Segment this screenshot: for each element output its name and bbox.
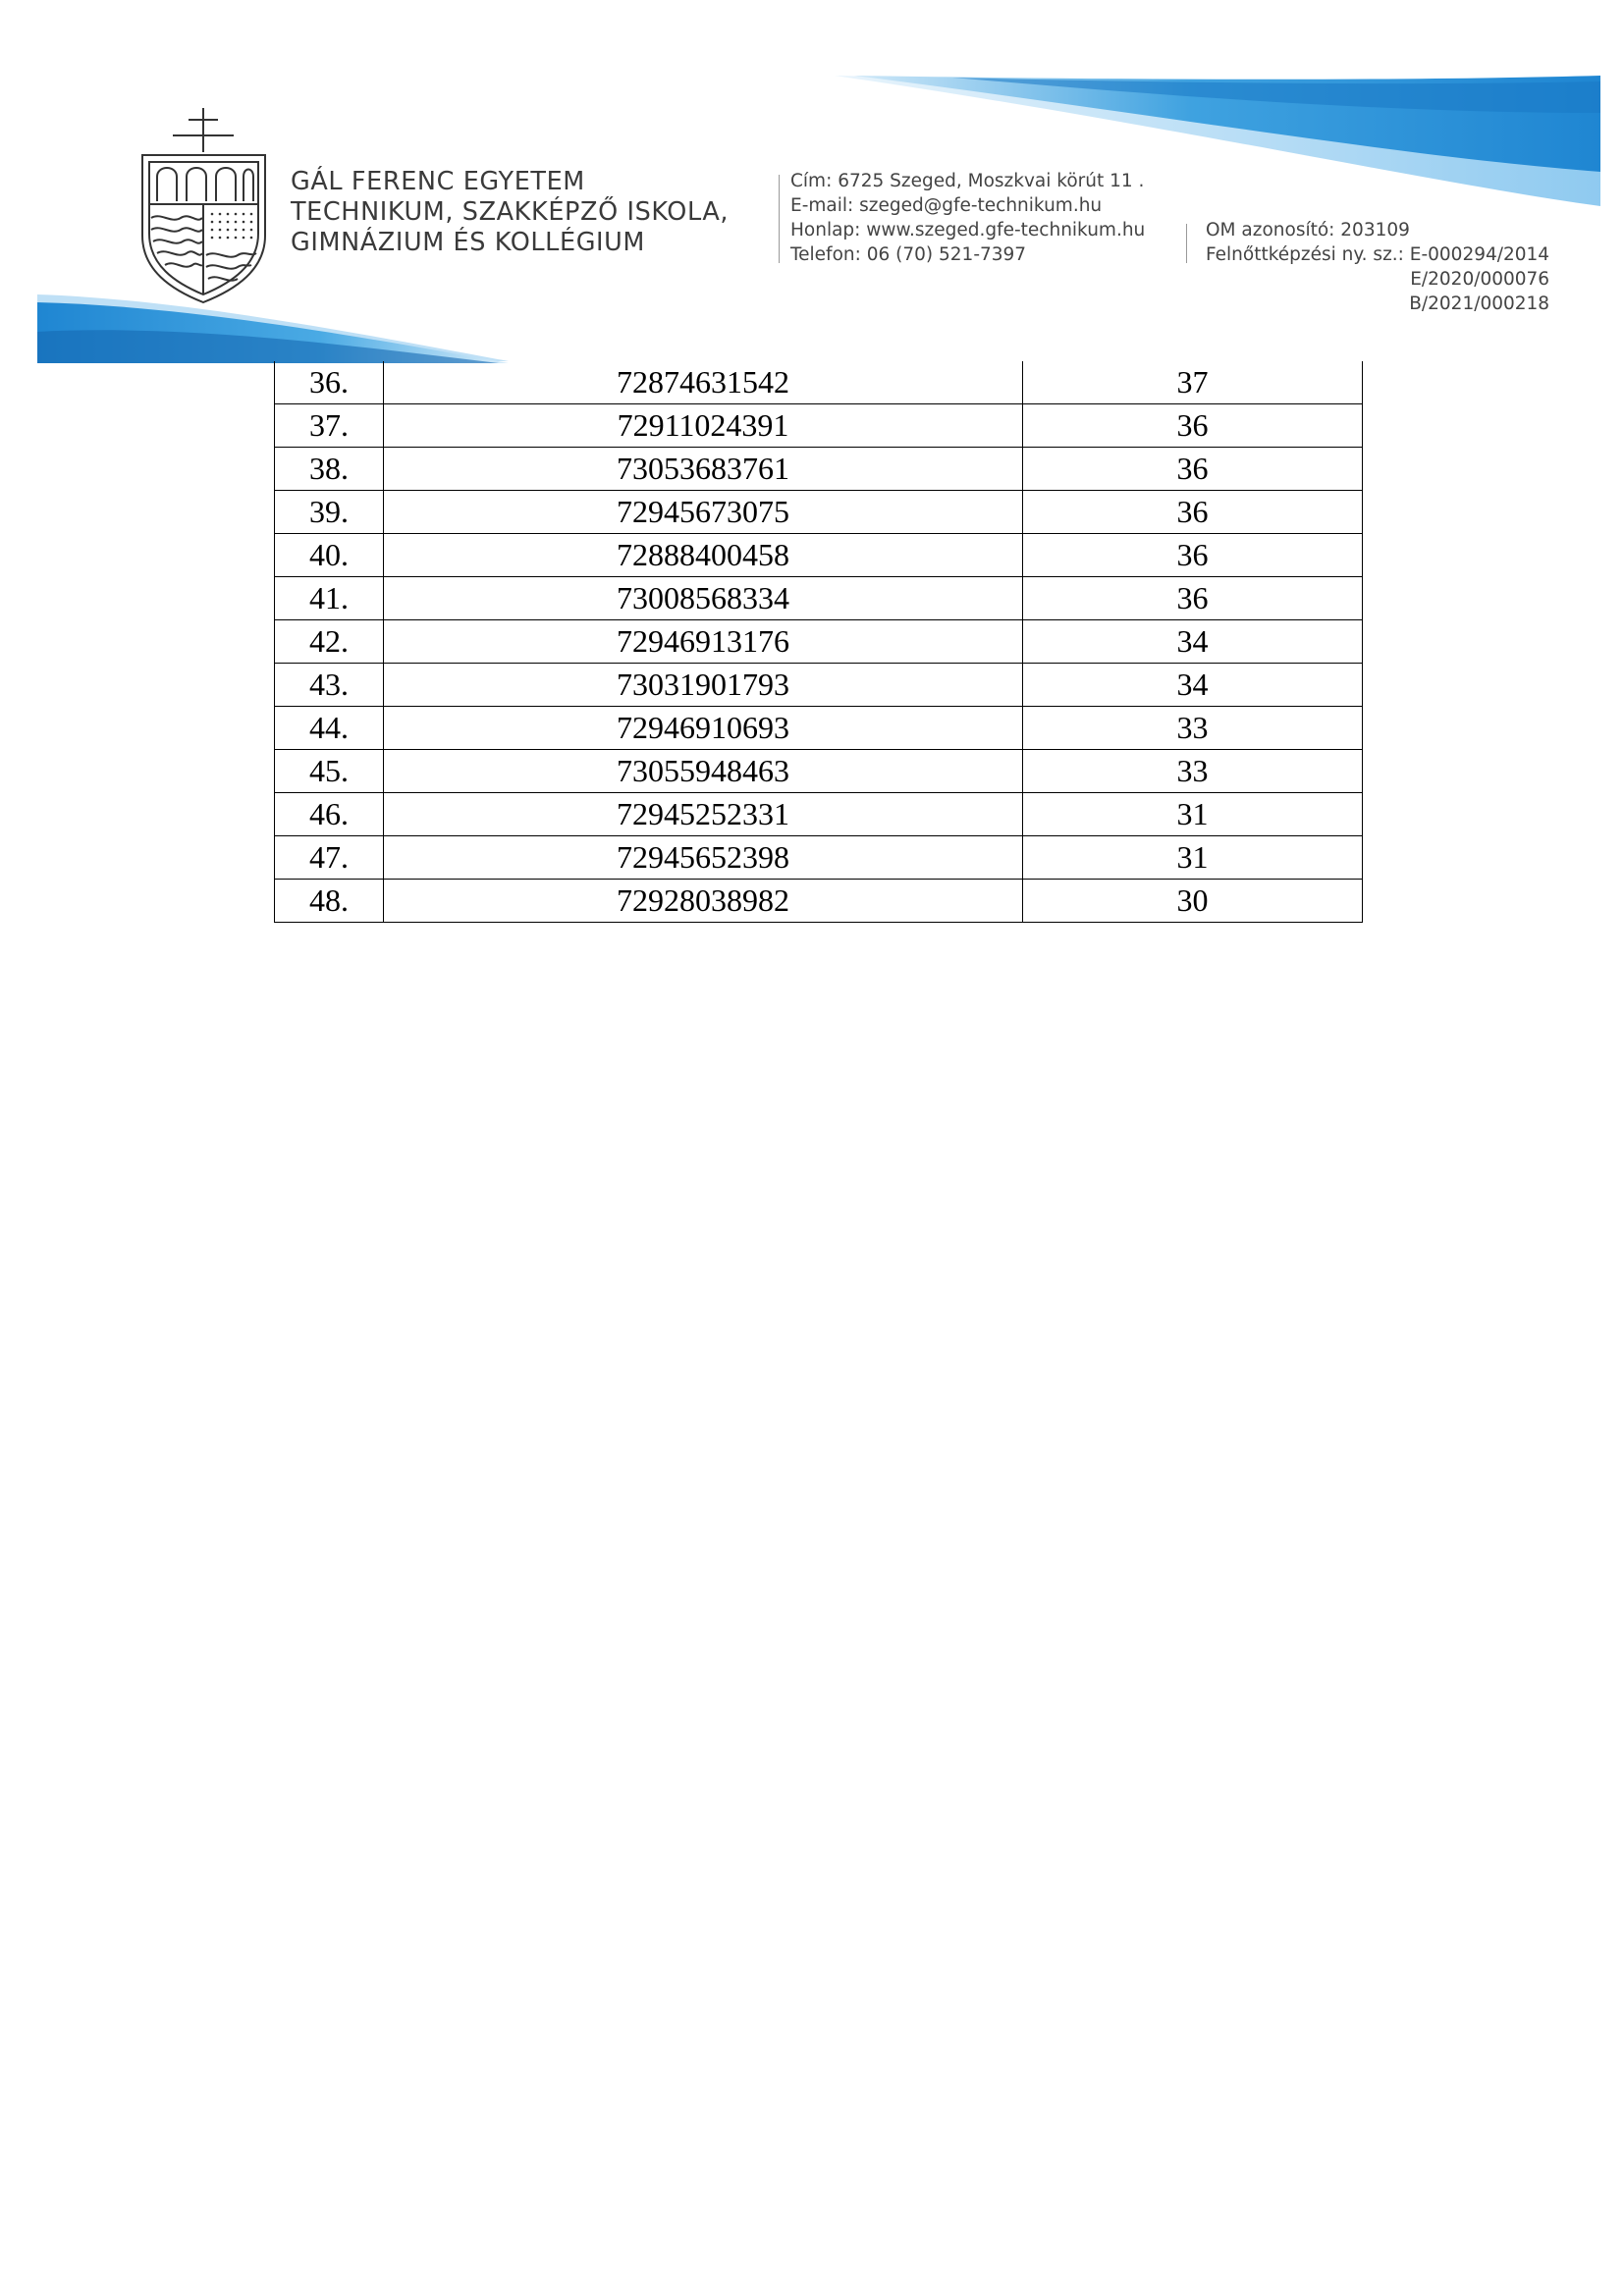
- code-cell: 72874631542: [384, 361, 1023, 404]
- header-divider: [779, 175, 780, 263]
- table-row: [275, 534, 1363, 577]
- rank-cell: 42.: [275, 620, 384, 664]
- rank-cell: 38.: [275, 448, 384, 491]
- score-cell: 36: [1023, 404, 1363, 448]
- table-row: [275, 491, 1363, 534]
- rank-cell: 39.: [275, 491, 384, 534]
- score-cell: 34: [1023, 664, 1363, 707]
- school-name-line: TECHNIKUM, SZAKKÉPZŐ ISKOLA,: [291, 197, 730, 227]
- table-row: [275, 361, 1363, 404]
- score-cell: 36: [1023, 491, 1363, 534]
- table-row: [275, 750, 1363, 793]
- score-cell: 36: [1023, 534, 1363, 577]
- school-crest-icon: [137, 108, 270, 309]
- code-cell: 73055948463: [384, 750, 1023, 793]
- table-row: [275, 620, 1363, 664]
- rank-cell: 37.: [275, 404, 384, 448]
- rank-cell: 43.: [275, 664, 384, 707]
- school-name: [291, 167, 729, 258]
- contact-address: Cím: 6725 Szeged, Moszkvai körút 11 .: [790, 171, 1145, 191]
- school-name-line: GÁL FERENC EGYETEM: [291, 167, 585, 196]
- score-cell: 31: [1023, 793, 1363, 836]
- code-cell: 72888400458: [384, 534, 1023, 577]
- code-cell: 72946913176: [384, 620, 1023, 664]
- code-cell: 73053683761: [384, 448, 1023, 491]
- code-cell: 72946910693: [384, 707, 1023, 750]
- rank-cell: 46.: [275, 793, 384, 836]
- table-row: [275, 880, 1363, 923]
- letterhead: [0, 0, 1624, 373]
- results-table: [274, 361, 1363, 923]
- contact-email: E-mail: szeged@gfe-technikum.hu: [790, 195, 1103, 216]
- score-cell: 31: [1023, 836, 1363, 880]
- rank-cell: 40.: [275, 534, 384, 577]
- code-cell: 72928038982: [384, 880, 1023, 923]
- table-row: [275, 664, 1363, 707]
- code-cell: 72945652398: [384, 836, 1023, 880]
- rank-cell: 45.: [275, 750, 384, 793]
- table-row: [275, 836, 1363, 880]
- rank-cell: 47.: [275, 836, 384, 880]
- table-row: [275, 448, 1363, 491]
- table-row: [275, 577, 1363, 620]
- contact-website: Honlap: www.szeged.gfe-technikum.hu: [790, 220, 1146, 240]
- om-identifier: OM azonosító: 203109: [1206, 220, 1410, 240]
- score-cell: 33: [1023, 750, 1363, 793]
- adult-education-number: Felnőttképzési ny. sz.: E-000294/2014: [1206, 244, 1550, 265]
- code-cell: 72945252331: [384, 793, 1023, 836]
- code-cell: 73008568334: [384, 577, 1023, 620]
- score-cell: 37: [1023, 361, 1363, 404]
- rank-cell: 44.: [275, 707, 384, 750]
- registry-number: B/2021/000218: [1409, 294, 1550, 314]
- table-row: [275, 707, 1363, 750]
- code-cell: 72945673075: [384, 491, 1023, 534]
- table-row: [275, 793, 1363, 836]
- score-cell: 33: [1023, 707, 1363, 750]
- registry-info: [1206, 218, 1549, 316]
- rank-cell: 48.: [275, 880, 384, 923]
- wave-decoration-bottom: [37, 294, 509, 365]
- header-divider: [1186, 224, 1187, 263]
- code-cell: 72911024391: [384, 404, 1023, 448]
- registry-number: E/2020/000076: [1410, 269, 1550, 290]
- score-cell: 34: [1023, 620, 1363, 664]
- contact-phone: Telefon: 06 (70) 521-7397: [790, 244, 1027, 265]
- code-cell: 73031901793: [384, 664, 1023, 707]
- table-row: [275, 404, 1363, 448]
- score-cell: 36: [1023, 577, 1363, 620]
- school-name-line: GIMNÁZIUM ÉS KOLLÉGIUM: [291, 228, 646, 257]
- rank-cell: 36.: [275, 361, 384, 404]
- score-cell: 30: [1023, 880, 1363, 923]
- rank-cell: 41.: [275, 577, 384, 620]
- contact-info: [790, 169, 1145, 267]
- score-cell: 36: [1023, 448, 1363, 491]
- results-table-body: [275, 361, 1363, 923]
